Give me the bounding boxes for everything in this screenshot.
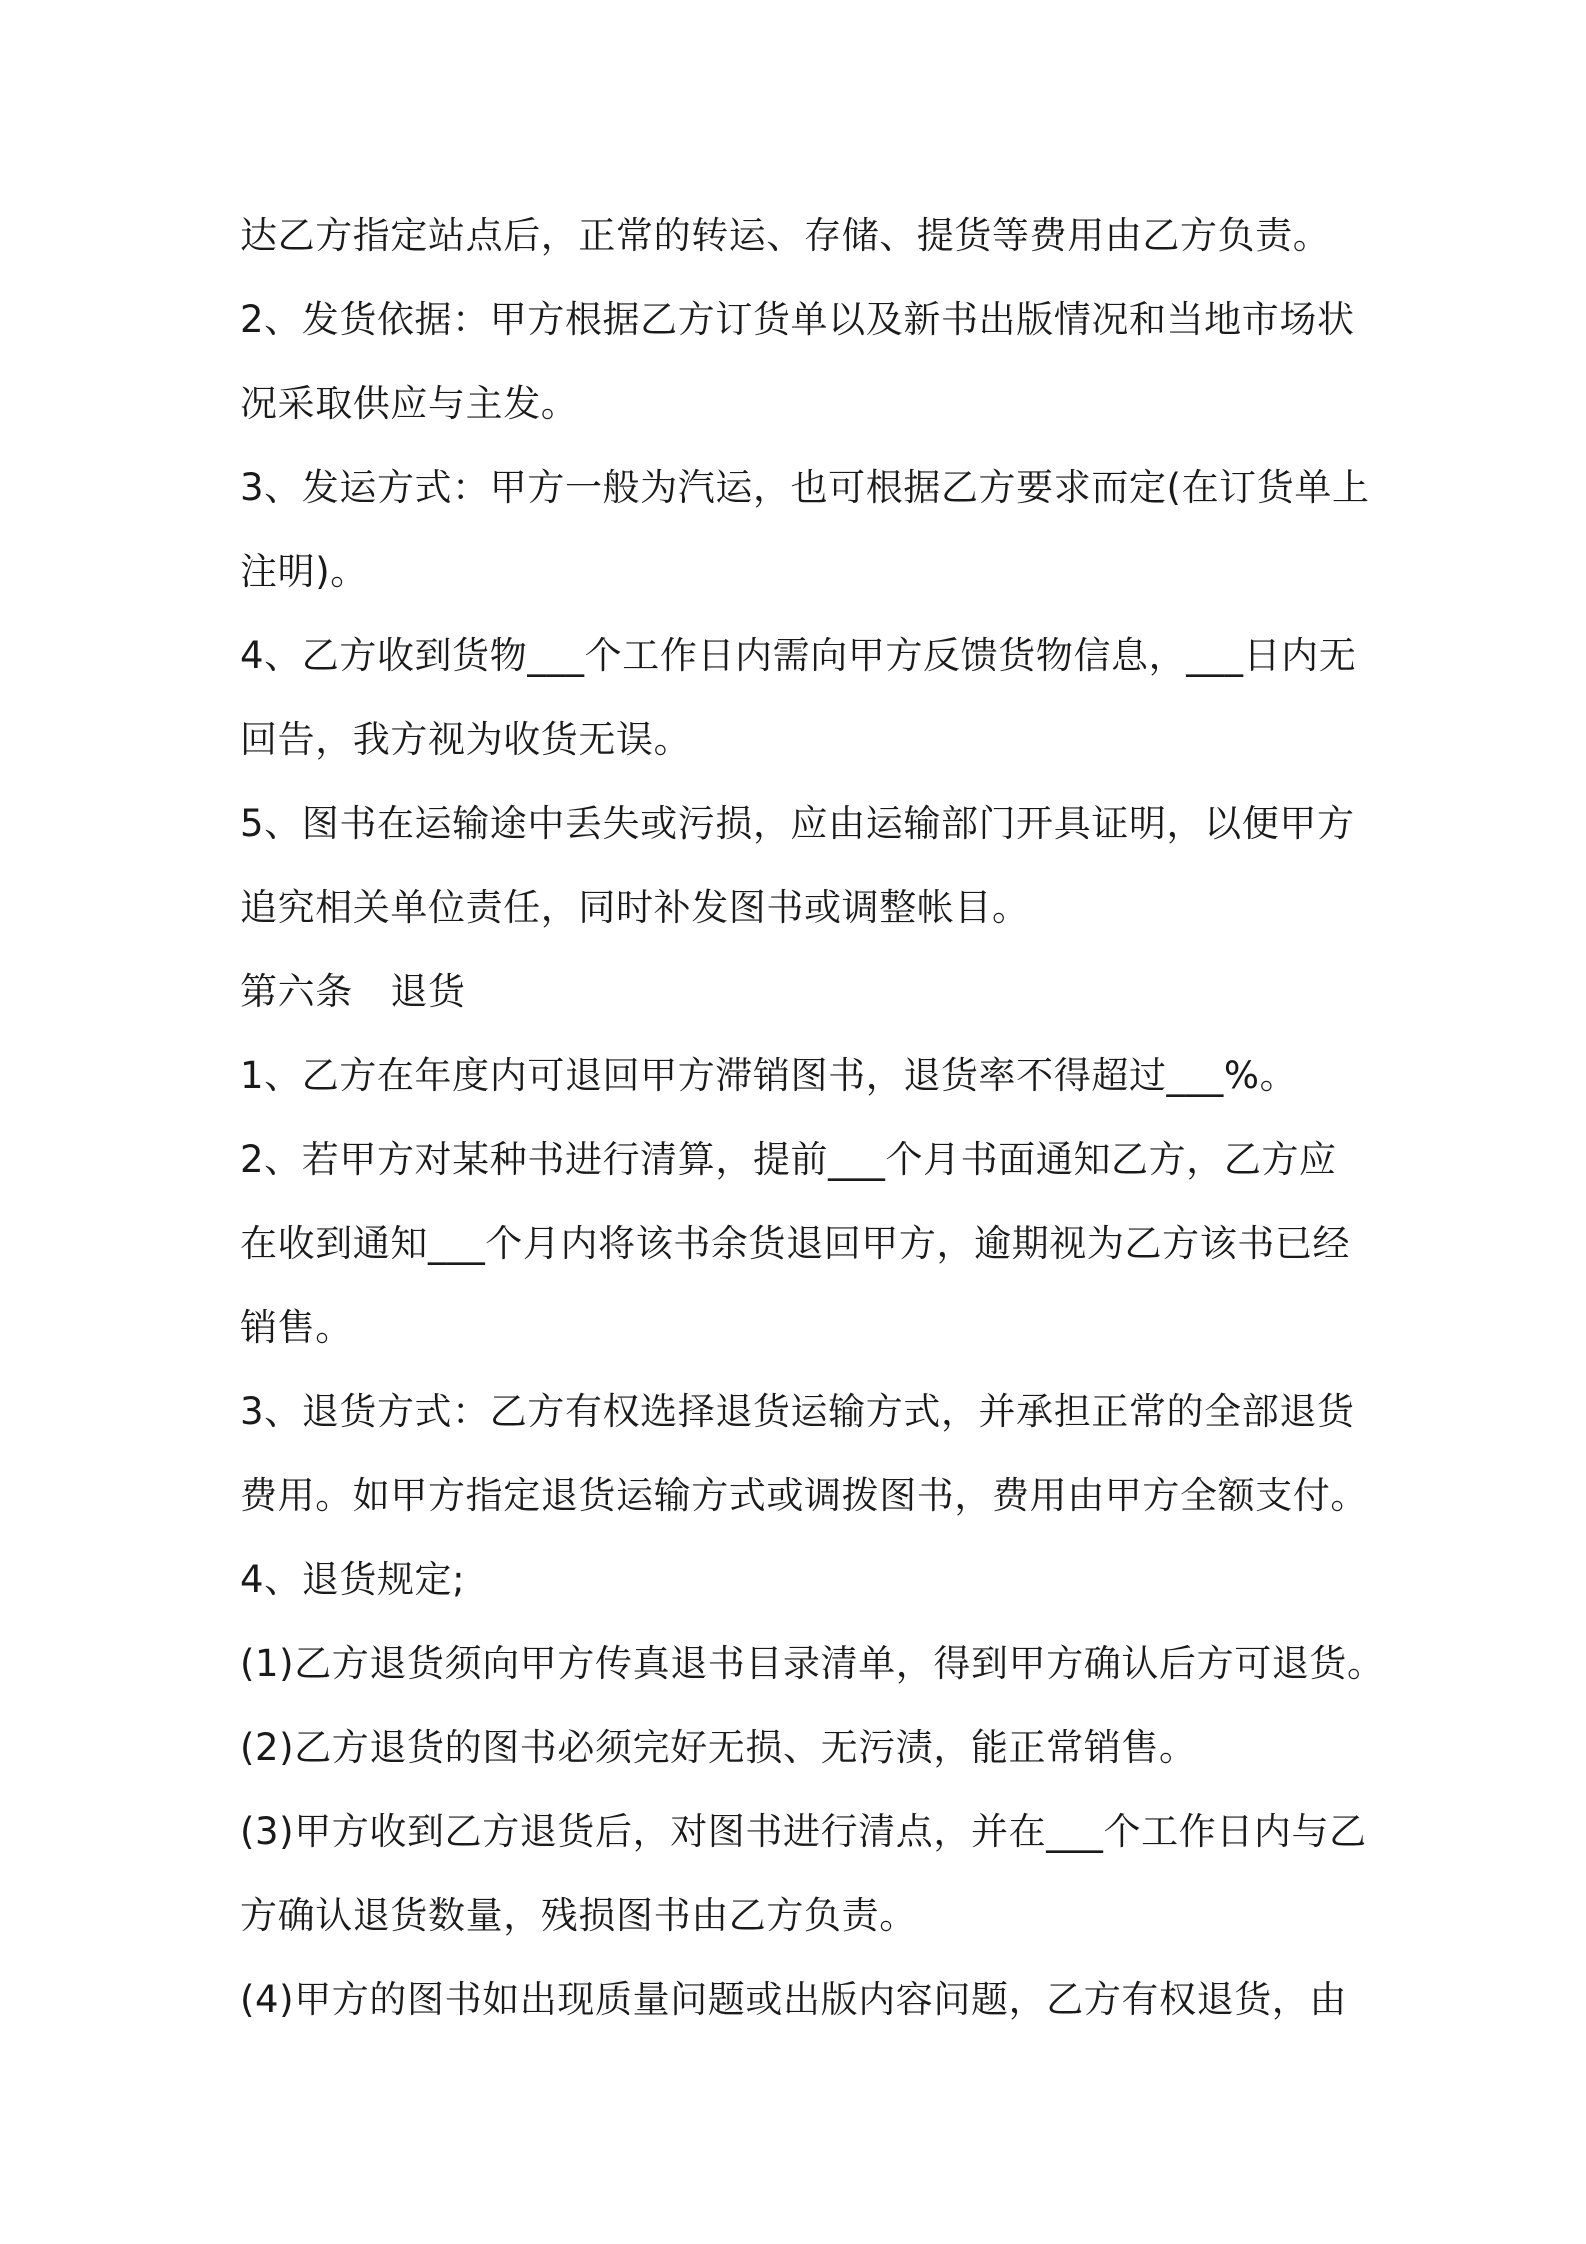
text-line: 注明)。 <box>240 550 368 593</box>
text-line: (4)甲方的图书如出现质量问题或出版内容问题，乙方有权退货，由 <box>240 1978 1348 2021</box>
text-line: 达乙方指定站点后，正常的转运、存储、提货等费用由乙方负责。 <box>240 214 1331 257</box>
text-line: 销售。 <box>240 1306 353 1349</box>
text-line: 况采取供应与主发。 <box>240 382 579 425</box>
text-line: 4、乙方收到货物___个工作日内需向甲方反馈货物信息，___日内无 <box>240 634 1357 677</box>
text-line: 4、退货规定; <box>240 1558 466 1601</box>
text-line: (1)乙方退货须向甲方传真退书目录清单，得到甲方确认后方可退货。 <box>240 1642 1385 1685</box>
text-line: 2、若甲方对某种书进行清算，提前___个月书面通知乙方，乙方应 <box>240 1138 1337 1181</box>
text-line: 3、发运方式：甲方一般为汽运，也可根据乙方要求而定(在订货单上 <box>240 466 1370 509</box>
section-heading: 第六条 退货 <box>240 970 466 1013</box>
text-line: 方确认退货数量，残损图书由乙方负责。 <box>240 1894 917 1937</box>
text-line: 费用。如甲方指定退货运输方式或调拨图书，费用由甲方全额支付。 <box>240 1474 1368 1517</box>
text-line: 2、发货依据：甲方根据乙方订货单以及新书出版情况和当地市场状 <box>240 298 1355 341</box>
text-line: (2)乙方退货的图书必须完好无损、无污渍，能正常销售。 <box>240 1726 1197 1769</box>
text-line: (3)甲方收到乙方退货后，对图书进行清点，并在___个工作日内与乙 <box>240 1810 1367 1853</box>
text-line: 1、乙方在年度内可退回甲方滞销图书，退货率不得超过___%。 <box>240 1054 1298 1097</box>
text-line: 在收到通知___个月内将该书余货退回甲方，逾期视为乙方该书已经 <box>240 1222 1351 1265</box>
text-line: 追究相关单位责任，同时补发图书或调整帐目。 <box>240 886 1030 929</box>
text-line: 3、退货方式：乙方有权选择退货运输方式，并承担正常的全部退货 <box>240 1390 1355 1433</box>
text-line: 回告，我方视为收货无误。 <box>240 718 692 761</box>
text-line: 5、图书在运输途中丢失或污损，应由运输部门开具证明，以便甲方 <box>240 802 1355 845</box>
document-body <box>240 194 1385 2042</box>
